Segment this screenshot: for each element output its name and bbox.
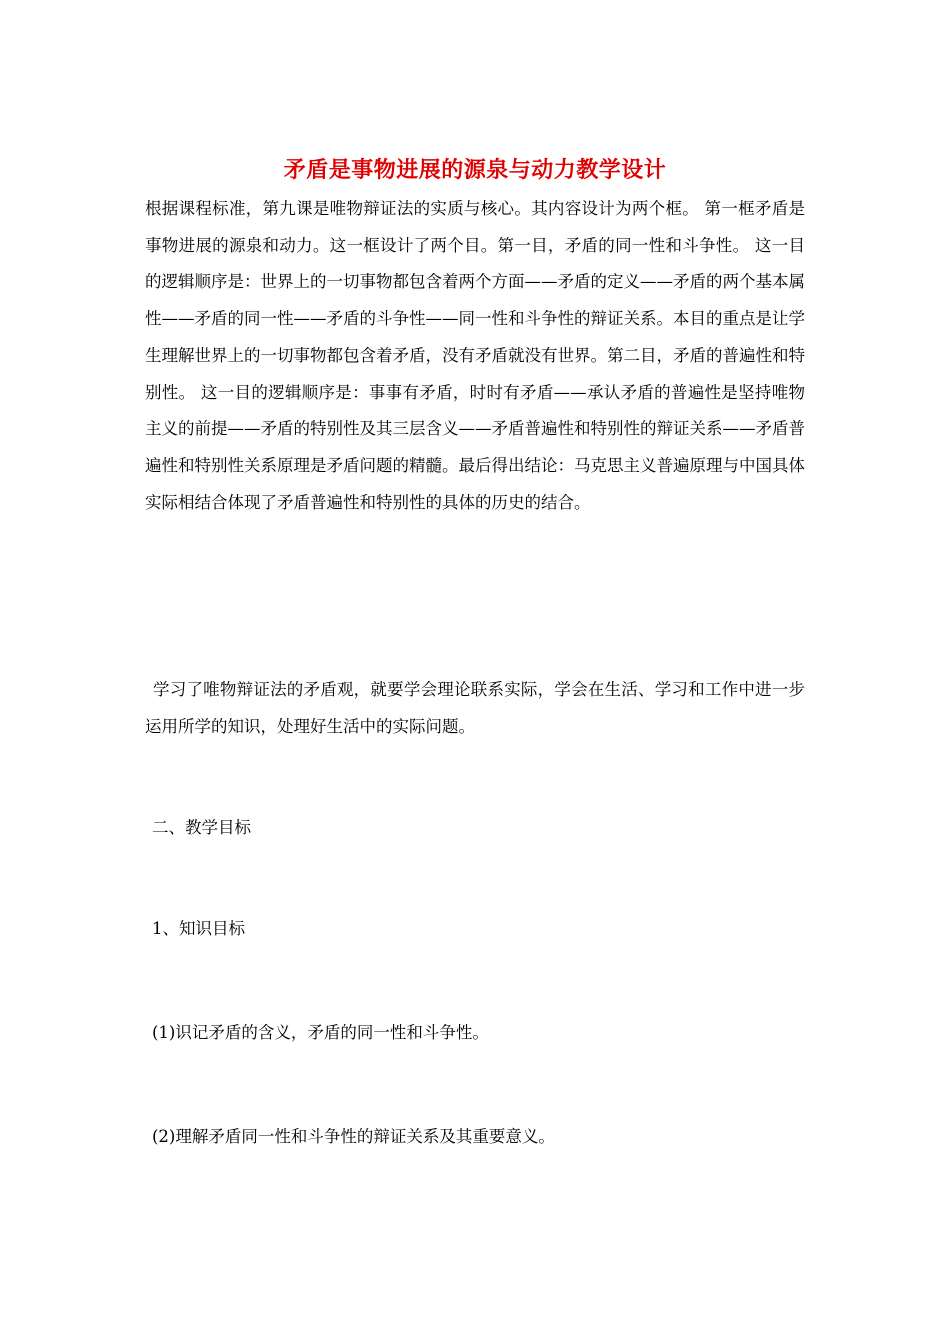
subsection-heading: 1、知识目标 (152, 919, 245, 938)
intro-paragraph: 根据课程标准，第九课是唯物辩证法的实质与核心。其内容设计为两个框。 第一框矛盾是事物进展的源泉和动力。这一框设计了两个目。第一目，矛盾的同一性和斗争性。 这一目的逻辑顺序是：世界上的一切事物都包含着两个方面——矛盾的定义——矛盾的两个基本属性——矛盾的同一性——矛盾的斗争性——同一性和斗争性的辩证关系。本目的重点是让学生理解世界上的一切事物都包含着矛盾，没有矛盾就没有世界。第二目，矛盾的普遍性和特别性。 这一目的逻辑顺序是：事事有矛盾，时时有矛盾——承认矛盾的普遍性是坚持唯物主义的前提——矛盾的特别性及其三层含义——矛盾普遍性和特别性的辩证关系——矛盾普遍性和特别性关系原理是矛盾问题的精髓。最后得出结论：马克思主义普遍原理与中国具体实际相结合体现了矛盾普遍性和特别性的具体的历史的结合。 (145, 199, 805, 512)
practice-paragraph: 学习了唯物辩证法的矛盾观，就要学会理论联系实际，学会在生活、学习和工作中进一步运用所学的知识，处理好生活中的实际问题。 (145, 680, 805, 736)
section-heading: 二、教学目标 (152, 818, 251, 837)
objective-item: (1)识记矛盾的含义，矛盾的同一性和斗争性。 (152, 1023, 489, 1042)
document-title: 矛盾是事物进展的源泉与动力教学设计 (283, 157, 667, 183)
objective-item: (2)理解矛盾同一性和斗争性的辩证关系及其重要意义。 (152, 1127, 555, 1146)
